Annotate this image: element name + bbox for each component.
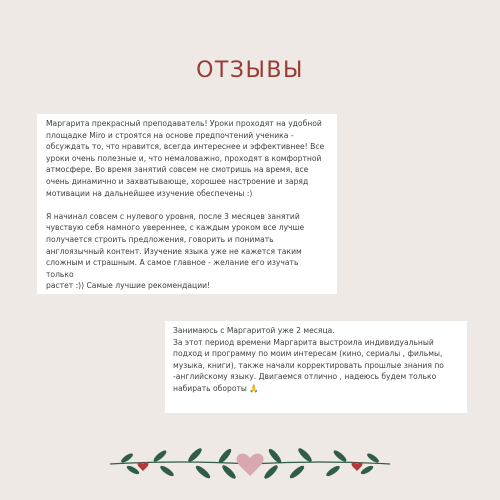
review-2-line: Занимаюсь с Маргаритой уже 2 месяца. <box>173 326 335 335</box>
review-card-1 <box>37 114 337 294</box>
review-2-line: -английскому языку. Двигаемся отлично , надеюсь будем только <box>173 372 437 382</box>
review-1-line: англоязычный контент. Изучение языка уже не кажется таким <box>46 246 302 256</box>
heart-icon <box>236 454 263 476</box>
review-1-line: растет :)) Самые лучшие рекомендации! <box>46 281 211 291</box>
review-1-line: Маргарита прекрасный преподаватель! Уроки проходят на удобной <box>46 119 322 128</box>
review-2-line: музыка, книги), также начали корректировать прошлые знания по <box>173 360 444 370</box>
review-2-line: подход и программу по моим интересам (кино, сериалы , фильмы, <box>173 349 443 359</box>
review-1-line: получается строить предложения, говорить и понимать <box>46 234 274 244</box>
review-1-line: мотивации на дальнейшее изучение обеспечены :) <box>46 188 253 198</box>
paragraph-gap <box>46 199 328 211</box>
page-title: ОТЗЫВЫ <box>196 58 304 83</box>
review-2-line: За этот период времени Маргарита выстроила индивидуальный <box>173 337 434 347</box>
review-1-line: очень динамично и захватывающе, хорошее настроение и заряд <box>46 176 309 186</box>
review-1-line: Я начинал совсем с нулевого уровня, после 3 месяцев занятий <box>46 211 300 221</box>
review-1-line: обсуждать то, что нравится, всегда интереснее и эффективнее! Все <box>46 142 325 152</box>
review-card-2 <box>165 321 467 413</box>
review-1-line: уроки очень полезные и, что немаловажно, проходят в комфортной <box>46 153 322 163</box>
review-2-line: набирать обороты 🙏 <box>173 383 259 393</box>
review-1-line: чувствую себя намного увереннее, с каждым уроком все лучше <box>46 223 305 233</box>
review-1-line: атмосфере. Во время занятий совсем не смотришь на время, все <box>46 165 309 175</box>
review-1-line: площадке Miro и строятся на основе предпочтений ученика - <box>46 130 294 140</box>
leaf-garland-icon <box>105 436 395 488</box>
review-1-line: сложным и страшным. А самое главное - желание его изучать только <box>46 258 299 279</box>
